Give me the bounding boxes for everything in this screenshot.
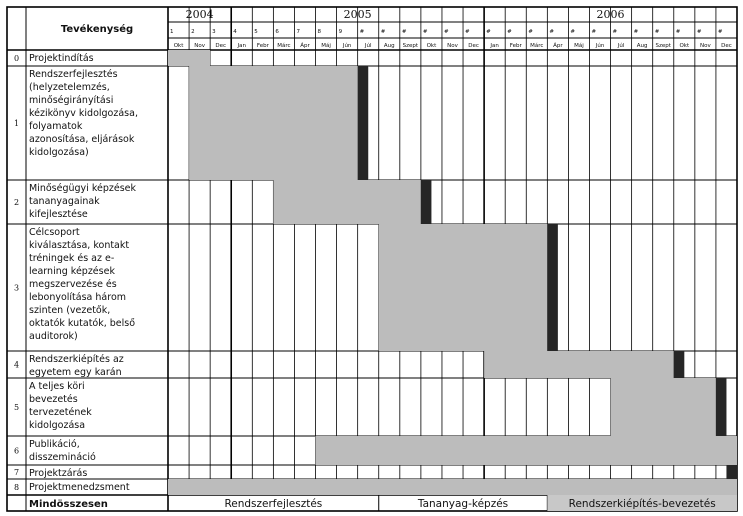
task-name: Projektindítás <box>29 53 94 64</box>
month-number: # <box>696 29 702 35</box>
task-index: 6 <box>13 446 20 456</box>
task-name: kézikönyv kidolgozása, <box>29 108 138 119</box>
month-number: # <box>717 29 723 35</box>
month-number: # <box>675 29 681 35</box>
task-name: A teljes köri <box>29 381 85 392</box>
month-label: Szept <box>402 43 419 49</box>
month-number: # <box>422 29 428 35</box>
task-bar-6 <box>316 436 737 465</box>
month-label: Máj <box>574 43 584 49</box>
month-label: Ápr <box>300 43 310 49</box>
month-label: Dec <box>721 43 732 49</box>
task-name: (helyzetelemzés, <box>29 82 110 93</box>
task-name: kidolgozása <box>29 420 86 431</box>
task-name: Rendszerfejlesztés <box>29 69 118 80</box>
year-label: 2005 <box>343 8 372 21</box>
task-name: bevezetés <box>29 394 78 405</box>
month-number: # <box>507 29 512 35</box>
activity-header: Tevékenység <box>60 24 134 35</box>
task-name: learning képzések <box>29 266 115 277</box>
month-number: # <box>401 29 407 35</box>
month-number: # <box>654 29 660 35</box>
phase-label: Tananyag-képzés <box>417 498 509 510</box>
task-bar-2 <box>273 180 421 224</box>
month-number: 4 <box>233 29 237 35</box>
month-number: # <box>359 29 365 35</box>
month-label: Dec <box>215 43 227 49</box>
month-number: 2 <box>191 29 195 35</box>
month-number: # <box>486 29 491 35</box>
month-label: Okt <box>173 43 184 49</box>
month-label: Szept <box>655 43 671 49</box>
task-bar-4 <box>484 351 674 378</box>
task-name: egyetem egy karán <box>29 367 122 378</box>
month-label: Ápr <box>553 43 563 49</box>
task-name: kiválasztása, kontakt <box>29 240 130 251</box>
month-label: Jan <box>237 43 247 49</box>
month-number: # <box>570 29 576 35</box>
task-name: Célcsoport <box>29 227 80 238</box>
task-name: lebonyolítása három <box>29 292 127 303</box>
month-number: 3 <box>212 29 216 35</box>
month-label: Aug <box>383 43 395 49</box>
month-number: 6 <box>275 29 279 35</box>
task-name: Projektmenedzsment <box>29 482 130 493</box>
task-index: 4 <box>13 360 20 370</box>
month-number: # <box>465 29 470 35</box>
task-name: oktatók kutatók, belső <box>29 318 136 329</box>
month-label: Nov <box>700 43 711 49</box>
month-number: 9 <box>338 29 343 35</box>
task-name: auditorok) <box>29 331 78 342</box>
milestone-5 <box>716 378 727 436</box>
milestone-3 <box>547 224 558 351</box>
task-index: 7 <box>13 468 20 477</box>
month-label: Márc <box>530 43 544 49</box>
month-number: # <box>549 29 554 35</box>
milestone-4 <box>674 351 685 378</box>
milestone-2 <box>421 180 432 224</box>
month-label: Júl <box>617 43 625 49</box>
month-label: Jan <box>490 43 499 49</box>
task-name: Minőségügyi képzések <box>29 183 136 194</box>
task-index: 0 <box>13 54 20 63</box>
year-label: 2004 <box>185 8 214 21</box>
month-number: # <box>380 29 386 35</box>
month-label: Nov <box>194 43 205 49</box>
month-number: 5 <box>254 29 258 35</box>
year-label: 2006 <box>596 8 625 21</box>
month-number: 1 <box>170 29 174 35</box>
month-number: # <box>633 29 639 35</box>
month-number: # <box>528 29 533 35</box>
month-label: Aug <box>636 43 648 49</box>
task-index: 8 <box>13 483 20 492</box>
task-bar-8 <box>168 479 737 495</box>
task-name: megszervezése és <box>29 279 117 290</box>
task-name: folyamatok <box>29 121 83 132</box>
month-label: Márc <box>277 43 291 49</box>
task-bars <box>168 50 737 511</box>
task-name: Rendszerkiépítés az <box>29 354 124 365</box>
month-number: 8 <box>317 29 322 35</box>
month-label: Jún <box>342 43 352 49</box>
task-bar-3 <box>379 224 548 351</box>
task-index: 3 <box>13 283 20 293</box>
task-name: Publikáció, <box>29 439 80 450</box>
task-name: szinten (vezetők, <box>29 305 111 316</box>
task-index: 2 <box>13 198 20 207</box>
total-label: Mindösszesen <box>29 499 108 510</box>
milestone-7 <box>726 465 737 479</box>
milestone-1 <box>358 66 369 180</box>
phase-label: Rendszerkiépítés-bevezetés <box>568 498 716 510</box>
month-label: Febr <box>509 43 522 49</box>
month-label: Máj <box>321 43 331 49</box>
month-label: Nov <box>447 43 458 49</box>
month-number: 7 <box>296 29 300 35</box>
month-number: # <box>591 29 597 35</box>
month-label: Febr <box>256 43 269 49</box>
month-label: Okt <box>679 43 690 49</box>
task-name: Projektzárás <box>29 468 88 479</box>
month-label: Júl <box>364 43 372 49</box>
month-number: # <box>612 29 618 35</box>
task-name: disszemináció <box>29 452 96 463</box>
month-label: Dec <box>468 43 479 49</box>
task-bar-0 <box>168 50 210 66</box>
task-index: 1 <box>13 119 20 128</box>
task-name: minőségirányítási <box>29 95 114 106</box>
task-bar-5 <box>611 378 716 436</box>
task-index: 5 <box>13 403 20 412</box>
task-name: tananyagainak <box>29 196 100 207</box>
task-name: tréningek és az e- <box>29 253 115 264</box>
task-name: kifejlesztése <box>29 209 88 220</box>
task-name: tervezetének <box>29 407 92 418</box>
task-bar-1 <box>189 66 368 180</box>
month-label: Okt <box>426 43 437 49</box>
phase-label: Rendszerfejlesztés <box>224 498 323 510</box>
month-number: # <box>443 29 449 35</box>
task-name: azonosítása, eljárások <box>29 134 135 145</box>
month-label: Jún <box>595 43 605 49</box>
task-name: kidolgozása) <box>29 147 89 158</box>
